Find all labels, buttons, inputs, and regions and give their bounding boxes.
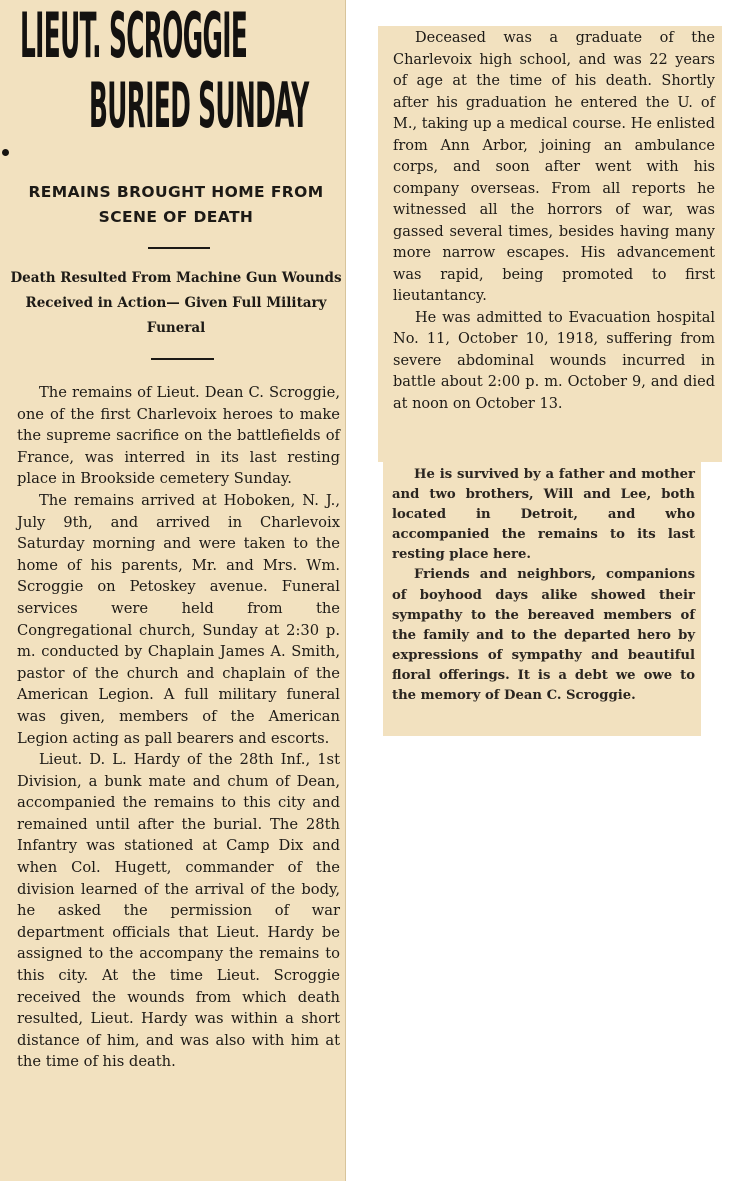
paragraph: He was admitted to Evacuation hospital No. 11, October 10, 1918, suffering from severe abdominal wounds incurred in battle about 2:00 p. m. October 9, and died at noon on October 13. bbox=[393, 309, 715, 412]
paragraph: The remains of Lieut. Dean C. Scroggie, one of the first Charlevoix heroes to make the supreme sacrifice on the battlefields of France, was interred in its last resting place in Brookside cemetery Sunday. bbox=[17, 384, 340, 488]
paragraph: Friends and neighbors, companions of boyhood days alike showed their sympathy to the bereaved members of the family and to the departed hero by expressions of sympathy and beautiful floral offerings. It is a debt we owe to the memory of Dean C. Scroggie. bbox=[392, 567, 695, 704]
divider-rule bbox=[151, 358, 214, 360]
subhead-remains: REMAINS BROUGHT HOME FROM SCENE OF DEATH bbox=[28, 183, 324, 226]
main-column bbox=[17, 382, 340, 1073]
paragraph: The remains arrived at Hoboken, N. J., July 9th, and arrived in Charlevoix Saturday morning and were taken to the home of his parents, Mr. and Mrs. Wm. Scroggie on Petoskey avenue. Funeral services were held from the Congregational church, Sunday at 2:30 p. m. conducted by Chaplain James A. Smith, pastor of the church and chaplain of the American Legion. A full military funeral was given, members of the American Legion acting as pall bearers and escorts. bbox=[17, 491, 340, 747]
right-top-column bbox=[393, 28, 715, 415]
divider-rule bbox=[148, 247, 210, 249]
paragraph: He is survived by a father and mother and two brothers, Will and Lee, both located in Detroit, and who accompanied the remains to its last resting place here. bbox=[392, 467, 695, 563]
right-bottom-column bbox=[392, 465, 695, 706]
paragraph: Deceased was a graduate of the Charlevoix high school, and was 22 years of age at the time of his death. Shortly after his graduation he entered the U. of M., taking up a medical course. He enlisted from Ann Arbor, joining an ambulance corps, and soon after went with his company overseas. From all reports he witnessed all the horrors of war, was gassed several times, besides having many more narrow escapes. His advancement was rapid, being promoted to first lieutantancy. bbox=[393, 30, 715, 304]
subhead-death: Death Resulted From Machine Gun Wounds Received in Action— Given Full Military Funeral bbox=[10, 270, 342, 336]
headline-line-2: BURIED SUNDAY bbox=[89, 71, 309, 143]
ink-dot bbox=[2, 149, 9, 156]
paragraph: Lieut. D. L. Hardy of the 28th Inf., 1st Division, a bunk mate and chum of Dean, accompanied the remains to this city and remained until after the burial. The 28th Infantry was stationed at Camp Dix and when Col. Hugett, commander of the division learned of the arrival of the body, he asked the permission of war department officials that Lieut. Hardy be assigned to the accompany the remains to this city. At the time Lieut. Scroggie received the wounds from which death resulted, Lieut. Hardy was within a short distance of him, and was also with him at the time of his death. bbox=[17, 751, 340, 1071]
headline-line-1: LIEUT. SCROGGIE bbox=[20, 1, 248, 73]
